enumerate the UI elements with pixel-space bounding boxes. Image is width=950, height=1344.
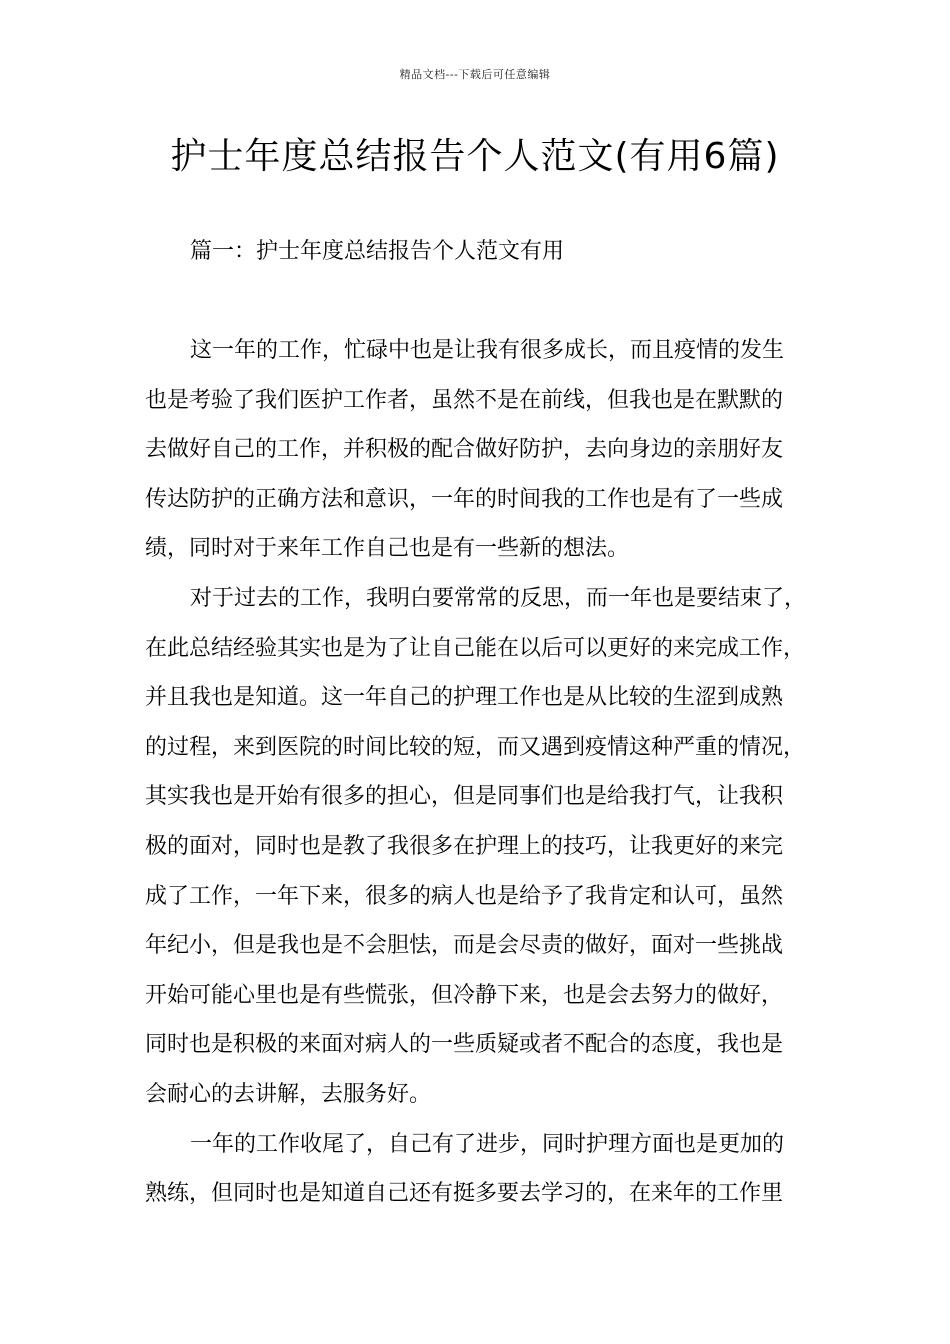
text-line: 去做好自己的工作，并积极的配合做好防护，去向身边的亲朋好友 [145, 437, 784, 463]
text-line: 对于过去的工作，我明白要常常的反思，而一年也是要结束了， [190, 585, 807, 611]
text-line: 这一年的工作，忙碌中也是让我有很多成长，而且疫情的发生 [190, 338, 785, 363]
text-line: 传达防护的正确方法和意识，一年的时间我的工作也是有了一些成 [145, 486, 784, 512]
text-line: 同时也是积极的来面对病人的一些质疑或者不配合的态度，我也是 [145, 1032, 784, 1058]
text-line: 绩，同时对于来年工作自己也是有一些新的想法。 [145, 536, 630, 562]
text-line: 也是考验了我们医护工作者，虽然不是在前线，但我也是在默默的 [145, 387, 784, 413]
body-text [145, 334, 835, 1227]
text-line: 会耐心的去讲解，去服务好。 [145, 1081, 432, 1107]
document-title: 护士年度总结报告个人范文(有用6篇) [170, 136, 780, 177]
text-line: 极的面对，同时也是教了我很多在护理上的技巧，让我更好的来完 [145, 833, 784, 859]
section-heading: 篇一：护士年度总结报告个人范文有用 [190, 239, 565, 264]
text-line: 的过程，来到医院的时间比较的短，而又遇到疫情这种严重的情况， [145, 734, 806, 760]
text-line: 开始可能心里也是有些慌张，但冷静下来，也是会去努力的做好， [145, 982, 784, 1008]
text-line: 成了工作，一年下来，很多的病人也是给予了我肯定和认可，虽然 [145, 883, 784, 909]
text-line: 在此总结经验其实也是为了让自己能在以后可以更好的来完成工作， [145, 635, 806, 661]
text-line: 并且我也是知道。这一年自己的护理工作也是从比较的生涩到成熟 [145, 685, 784, 711]
text-line: 其实我也是开始有很多的担心，但是同事们也是给我打气，让我积 [145, 784, 784, 810]
text-line: 年纪小，但是我也是不会胆怯，而是会尽责的做好，面对一些挑战 [145, 933, 784, 959]
text-line: 熟练，但同时也是知道自己还有挺多要去学习的，在来年的工作里 [145, 1181, 784, 1207]
text-line: 一年的工作收尾了，自己有了进步，同时护理方面也是更加的 [190, 1131, 785, 1157]
header-note: 精品文档---下载后可任意编辑 [399, 68, 551, 81]
